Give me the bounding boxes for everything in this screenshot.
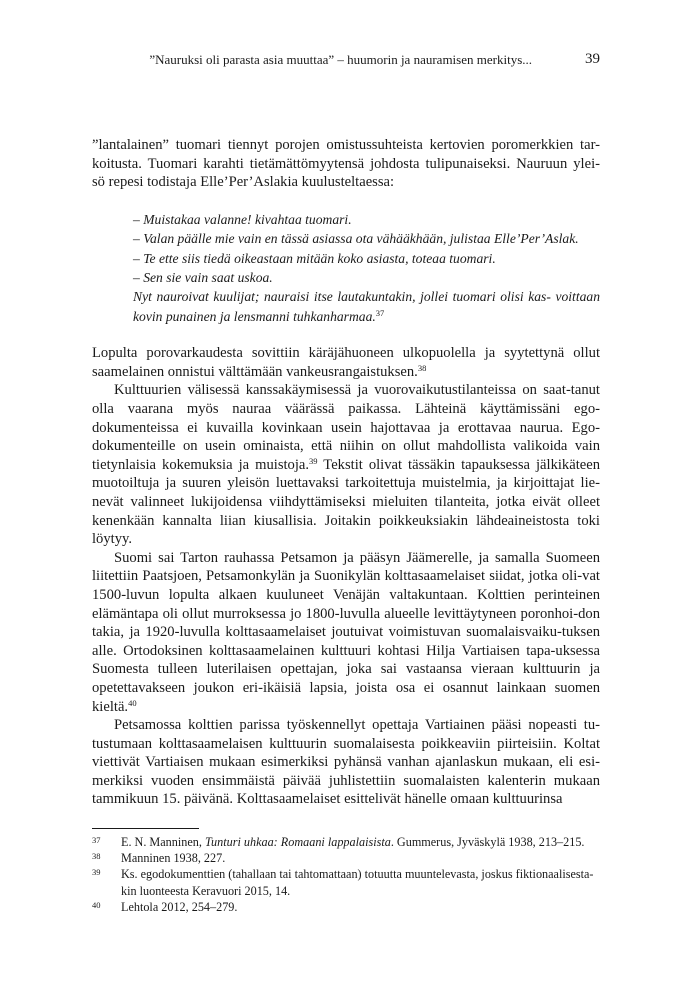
paragraph-1 (92, 136, 600, 192)
footnote-number: 39 (92, 867, 101, 878)
footnote-number: 40 (92, 899, 101, 910)
quote-line-1: – Muistakaa valanne! kivahtaa tuomari. (133, 211, 352, 227)
running-head-title: ”Nauruksi oli parasta asia muuttaa” – huumorin ja nauramisen merkitys... (149, 52, 532, 67)
quote-line-4: – Sen sie vain saat uskoa. (133, 270, 273, 285)
page-number: 39 (585, 51, 600, 67)
footnote-ref-38[interactable]: 38 (417, 362, 427, 373)
footnote-text-pre: E. N. Manninen, (121, 835, 205, 849)
quote-narration-a: Nyt nauroivat kuulijat; nauraisi itse lautakuntakin, jollei tuomari olisi kas- (133, 289, 551, 305)
paragraph-2 (92, 344, 600, 381)
paragraph-1-line-2: koitusta. Tuomari karahti tietämättömyytensä johdosta tulipunaiseksi. Nauruun ylei- (92, 155, 600, 172)
paragraph-4-text: Suomi sai Tarton rauhassa Petsamon ja pääsyn Jäämerelle, ja samalla Suomeen liitettiin Paatsjoen, Petsamonkylän ja Suonikylän kolttasaamelaiset siidat, jotka oli-vat 1500-luvun lopulta alkaen kuuluneet Venäjän valtakuntaan. Kolttien perinteinen elämäntapa oli ollut murroksessa jo 1800-luvulla alueelle levittäytyneen poronhoi-don takia, ja 1920-luvulla kolttasaamelaiset joutuivat voimistuvan suomalaisvaiku-tuksen alle. Ortodoksinen kolttasaamelainen kulttuuri kohtasi Hilja Vartiaisen tapa-uksessa Suomesta tulleen luterilaisen opettajan, joka sai vastaansa vieraan kulttuurin ja opetettavakseen joukon eri-ikäisiä lapsia, joista osa ei osannut lainkaan suomen kieltä. (92, 549, 600, 715)
paragraph-5-text: Petsamossa kolttien parissa työskennellyt opettaja Vartiainen pääsi nopeasti tu-tustumaan kolttasaamelaisen kulttuurin suomalaisesta poikkeaviin piirteisiin. Koltat viettivät Vartiaisen mukaan esimerkiksi pyhänsä vanhan ajanlaskun mukaan, eli esi-merkiksi vuoden ensimmäistä päivää juhlistettiin suomalaisten kalenterin mukaan tammikuun 15. päivänä. Kolttasaamelaiset esittelivät hänelle omaan kulttuurinsa (92, 717, 600, 808)
footnote-ref-37[interactable]: 37 (375, 307, 385, 318)
paragraph-3 (92, 381, 600, 548)
paragraph-5 (92, 716, 600, 809)
footnotes (92, 828, 600, 915)
body-text (92, 136, 600, 809)
footnote-book-title: Tunturi uhkaa: Romaani lappalaisista (204, 835, 391, 849)
footnote-number: 38 (92, 851, 101, 862)
footnote-number: 37 (92, 835, 101, 845)
footnote-text: Ks. egodokumenttien (tahallaan tai tahtomattaan) totuutta muuntelevasta, joskus fiktionaalisesta-kin luonteesta Keravuori 2015, 14. (121, 867, 594, 898)
paragraph-3-text-a: Kulttuurien välisessä kanssakäymisessä ja vuorovaikutustilanteissa on saat-tanut olla vaarana myös nauraa väärässä paikassa. Lähteinä käyttämissäni ego-dokumenteissa ei kuvailla kovinkaan usein hajottavaa ja erottavaa naurua. Ego-dokumenteille on usein ominaista, että niihin on ollut mahdollista valikoida vain tietynlaisia kokemuksia ja muistoja. (92, 382, 600, 473)
footnote-rule (92, 828, 199, 829)
paragraph-3-text-b: Tekstit olivat tässäkin tapauksessa jälkikäteen muotoiltuja ja suuren yleisön luettavaksi tarkoitettuja muistelmia, ja kirjoittajat lie-nevät valinneet lukijoidensa viihdyttämiseksi mieluiten tilanteita, jotka eivät olleet kenenkään kannalta liian kiusallisia. Joitakin poikkeuksiakin lähdeaineistosta toki löytyy. (92, 456, 601, 548)
footnote-ref-39[interactable]: 39 (309, 455, 318, 466)
footnote-40 (92, 899, 600, 915)
block-quote (133, 210, 600, 326)
footnote-ref-40[interactable]: 40 (128, 697, 137, 708)
footnote-text-post: . Gummerus, Jyväskylä 1938, 213–215. (390, 835, 585, 849)
paragraph-1-line-1: ”lantalainen” tuomari tiennyt porojen omistussuhteista kertovien poromerkkien tar- (92, 137, 600, 153)
footnote-39 (92, 866, 600, 898)
footnote-text: Manninen 1938, 227. (121, 851, 226, 866)
footnote-37 (92, 834, 600, 850)
quote-line-3: – Te ette siis tiedä oikeastaan mitään koko asiasta, toteaa tuomari. (133, 250, 496, 266)
footnote-text (121, 834, 600, 850)
quote-line-2: – Valan päälle mie vain en tässä asiassa ota vähääkhään, julistaa Elle’Per’Aslak. (133, 231, 579, 247)
quote-narration (133, 287, 600, 326)
paragraph-1-line-3: sö repesi todistaja Elle’Per’Aslakia kuulusteltaessa: (92, 174, 395, 191)
quote-narration-b: voittaan kovin punainen ja lensmanni tuhkanharmaa. (133, 289, 600, 324)
footnote-text: Lehtola 2012, 254–279. (121, 899, 238, 914)
paragraph-4 (92, 549, 600, 716)
paragraph-2-text: Lopulta porovarkaudesta sovittiin käräjähuoneen ulkopuolella ja syytettynä ollut saamelainen onnistui välttämään vankeusrangaistuksen. (92, 345, 600, 380)
footnote-38 (92, 850, 600, 866)
